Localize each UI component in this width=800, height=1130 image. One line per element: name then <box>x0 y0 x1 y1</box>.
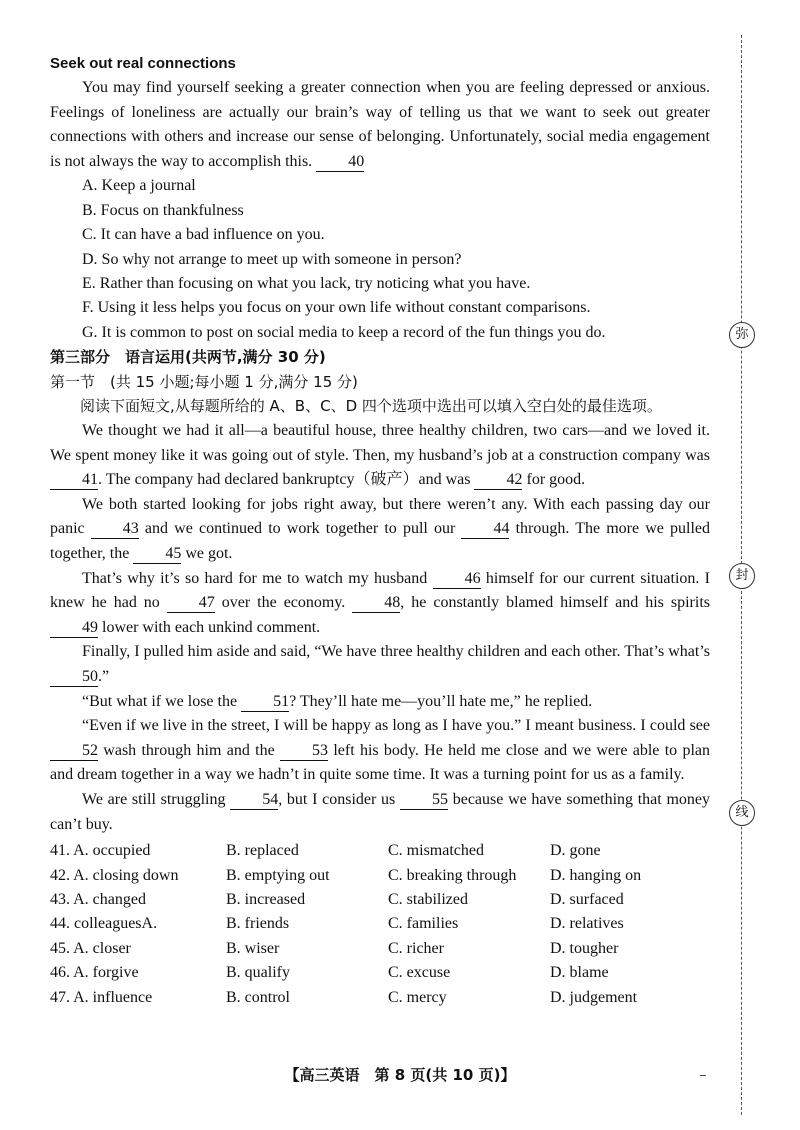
choice-45-c: C. richer <box>388 939 444 957</box>
blank-47: 47 <box>167 594 215 613</box>
cloze-paragraph-1: We thought we had it all—a beautiful house, three healthy children, two cars—and we loved it. We spent money like it was going out of style. Then, my husband’s job at a construction company was 41. The company had declared bankruptcy（破产）and was 42 for good. <box>50 422 710 489</box>
choice-43-c: C. stabilized <box>388 890 468 908</box>
choice-44-c: C. families <box>388 915 459 933</box>
choice-41-a: 41. A. occupied <box>50 842 151 860</box>
blank-49: 49 <box>50 619 98 638</box>
choice-46-d: D. blame <box>550 964 609 982</box>
choice-42-b: B. emptying out <box>226 866 330 884</box>
choice-44-d: D. relatives <box>550 915 624 933</box>
answer-choices <box>50 839 710 1010</box>
blank-55: 55 <box>400 791 448 810</box>
choice-41-b: B. replaced <box>226 842 299 860</box>
choice-47-d: D. judgement <box>550 988 638 1006</box>
section1-title: 第一节 (共 15 小题;每小题 1 分,满分 15 分) <box>50 372 358 391</box>
cloze-paragraph-6: “Even if we live in the street, I will be happy as long as I have you.” I meant business. I could see 52 wash through him and the 53 left his body. He held me close and we were able to plan and dream together in a way we hadn’t in quite some time. It was a turning point for us as a family. <box>50 717 711 784</box>
choice-46-a: 46. A. forgive <box>50 964 139 982</box>
margin-seal-feng: 封 <box>729 563 755 589</box>
choice-45-a: 45. A. closer <box>50 939 131 957</box>
choice-42-c: C. breaking through <box>388 866 517 884</box>
blank-50: 50 <box>50 668 98 687</box>
blank-51: 51 <box>241 693 289 712</box>
choice-43-d: D. surfaced <box>550 890 624 908</box>
blank-54: 54 <box>230 791 278 810</box>
choice-42-a: 42. A. closing down <box>50 866 179 884</box>
choice-47-a: 47. A. influence <box>50 988 153 1006</box>
option-a: A. Keep a journal <box>82 177 196 195</box>
choice-46-c: C. excuse <box>388 964 451 982</box>
option-e: E. Rather than focusing on what you lack, try noticing what you have. <box>82 275 531 292</box>
margin-seal-xian: 线 <box>729 800 755 826</box>
cloze-paragraph-2: We both started looking for jobs right away, but there weren’t any. With each passing day our panic 43 and we continued to work together to pull our 44 through. The more we pulled together, the 45 we got. <box>50 495 711 562</box>
blank-40: 40 <box>316 153 364 172</box>
choice-45-d: D. tougher <box>550 939 619 957</box>
part3-title: 第三部分 语言运用(共两节,满分 30 分) <box>50 348 326 367</box>
choice-41-d: D. gone <box>550 842 601 860</box>
choice-42-d: D. hanging on <box>550 866 642 884</box>
option-f: F. Using it less helps you focus on your own life without constant comparisons. <box>82 299 591 317</box>
cloze-paragraph-4: Finally, I pulled him aside and said, “We have three healthy children and each other. That’s what’s 50.” <box>50 640 710 689</box>
choice-47-c: C. mercy <box>388 988 447 1006</box>
blank-53: 53 <box>280 742 328 761</box>
cloze-paragraph-3: That’s why it’s so hard for me to watch my husband 46 himself for our current situation. I knew he had no 47 over the economy. 48, he constantly blamed himself and his spirits 49 lower with each unkind comment. <box>50 569 711 636</box>
page-footer: 【高三英语 第 8 页(共 10 页)】 <box>284 1066 516 1084</box>
option-b: B. Focus on thankfulness <box>82 201 244 219</box>
footer-dash <box>700 1075 706 1076</box>
blank-44: 44 <box>461 520 509 539</box>
blank-41: 41 <box>50 471 98 490</box>
blank-42: 42 <box>474 471 522 490</box>
passage-paragraph: You may find yourself seeking a greater connection when you are feeling depressed or anxious. Feelings of loneliness are actually our brain’s way of telling us that we want to seek out greater connections with others and increase our sense of belonging. Unfortunately, social media engagement is not always the way to accomplish this. 40 <box>50 79 710 170</box>
option-d: D. So why not arrange to meet up with someone in person? <box>82 250 462 268</box>
choice-45-b: B. wiser <box>226 939 280 957</box>
seven-options-list <box>50 174 710 345</box>
choice-44-a: 44. colleaguesA. <box>50 915 158 933</box>
choice-41-c: C. mismatched <box>388 842 484 860</box>
margin-seal-mi: 弥 <box>729 322 755 348</box>
choice-46-b: B. qualify <box>226 964 290 982</box>
choice-44-b: B. friends <box>226 915 290 933</box>
choice-47-b: B. control <box>226 988 290 1006</box>
passage-heading: Seek out real connections <box>50 55 236 72</box>
blank-52: 52 <box>50 742 98 761</box>
blank-45: 45 <box>133 545 181 564</box>
choice-43-a: 43. A. changed <box>50 890 146 908</box>
choice-43-b: B. increased <box>226 890 306 908</box>
option-c: C. It can have a bad influence on you. <box>82 226 325 244</box>
page-content <box>50 52 710 1010</box>
blank-46: 46 <box>433 570 481 589</box>
blank-48: 48 <box>352 594 400 613</box>
option-g: G. It is common to post on social media to keep a record of the fun things you do. <box>82 323 606 341</box>
section1-instruction: 阅读下面短文,从每题所给的 A、B、C、D 四个选项中选出可以填入空白处的最佳选项。 <box>80 397 662 416</box>
blank-43: 43 <box>91 520 139 539</box>
cloze-paragraph-7: We are still struggling 54, but I consider us 55 because we have something that money can’t buy. <box>50 790 710 833</box>
cloze-paragraph-5: “But what if we lose the 51? They’ll hate me—you’ll hate me,” he replied. <box>82 692 593 710</box>
